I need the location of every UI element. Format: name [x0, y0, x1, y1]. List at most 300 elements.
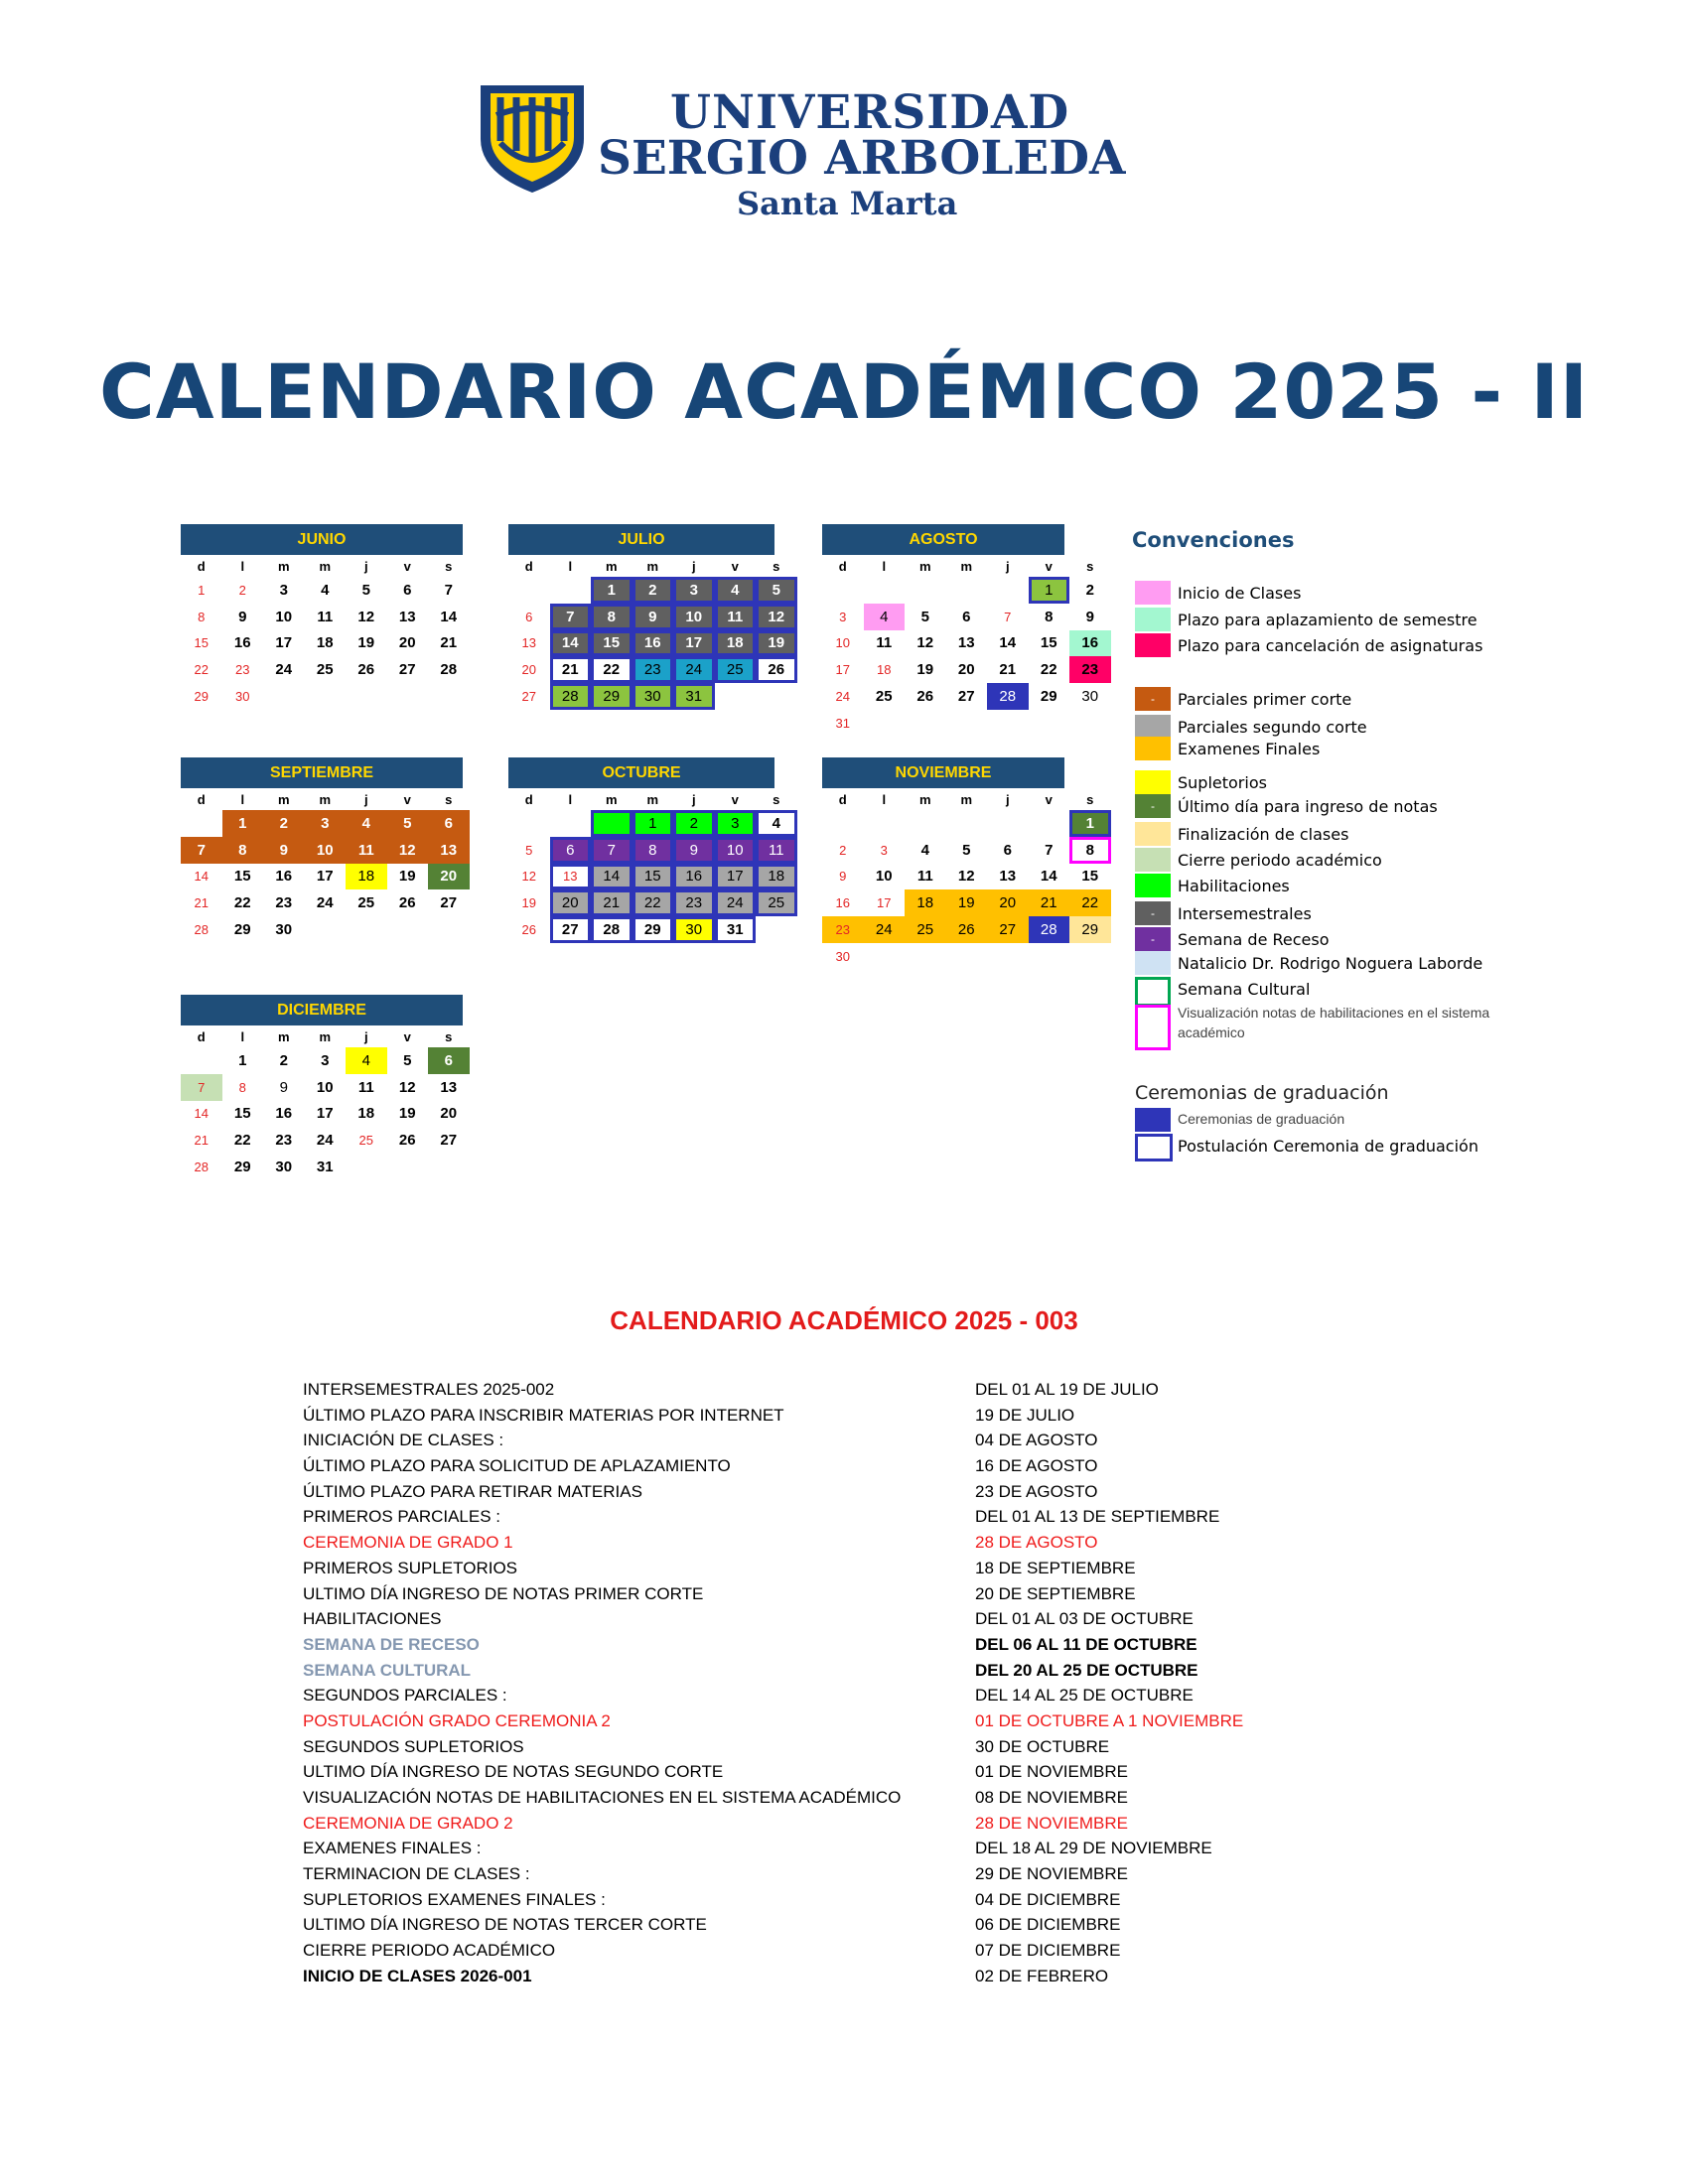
day-cell: 24 — [673, 656, 715, 683]
day-cell: 7 — [181, 837, 222, 864]
day-cell: 25 — [715, 656, 757, 683]
day-cell: 29 — [194, 689, 209, 705]
day-cell: 23 — [275, 894, 293, 912]
day-cell: 1 — [198, 582, 206, 598]
day-cell: 18 — [346, 864, 387, 890]
legend-label: Parciales primer corte — [1178, 690, 1352, 709]
day-cell: 5 — [962, 841, 971, 859]
day-cell: 29 — [1069, 916, 1111, 943]
weekday-header: v — [731, 558, 739, 574]
day-cell: 7 — [1045, 841, 1054, 859]
event-name: TERMINACION DE CLASES : — [303, 1864, 530, 1884]
weekday-header: m — [605, 558, 618, 574]
legend-label: Parciales segundo corte — [1178, 718, 1367, 737]
event-row — [303, 1584, 1395, 1610]
day-cell: 14 — [440, 608, 458, 625]
day-cell — [508, 810, 550, 837]
day-cell: 13 — [957, 634, 975, 652]
legend-swatch: - — [1135, 901, 1171, 925]
event-name: INTERSEMESTRALES 2025-002 — [303, 1380, 555, 1399]
day-cell: 15 — [233, 1105, 251, 1123]
legend-title: Convenciones — [1132, 528, 1295, 552]
day-cell: 5 — [361, 581, 370, 599]
day-cell: 5 — [387, 810, 429, 837]
month-days-table — [181, 1025, 470, 1180]
event-row — [303, 1431, 1395, 1456]
weekday-header: v — [1045, 791, 1053, 807]
day-cell: 14 — [550, 630, 592, 657]
day-cell: 2 — [633, 577, 674, 604]
day-cell: 10 — [316, 1078, 334, 1096]
day-cell: 21 — [194, 895, 209, 911]
month-header: SEPTIEMBRE — [181, 757, 463, 788]
day-cell: 4 — [920, 841, 929, 859]
event-name: SEGUNDOS SUPLETORIOS — [303, 1736, 524, 1756]
day-cell: 29 — [633, 916, 674, 943]
weekday-header: d — [197, 558, 206, 574]
event-row — [303, 1864, 1395, 1890]
legend-label: Supletorios — [1178, 773, 1267, 792]
day-cell: 12 — [916, 634, 934, 652]
day-cell — [428, 916, 470, 943]
day-cell: 18 — [877, 662, 892, 678]
day-cell: 9 — [633, 604, 674, 630]
weekday-header: l — [882, 558, 887, 574]
day-cell: 23 — [822, 916, 864, 943]
day-cell: 15 — [233, 868, 251, 886]
day-cell: 9 — [673, 837, 715, 864]
day-cell: 8 — [1069, 837, 1111, 864]
day-cell: 7 — [1004, 609, 1012, 624]
legend-swatch — [1135, 1108, 1171, 1132]
day-cell: 9 — [1085, 608, 1094, 625]
day-cell: 30 — [275, 921, 293, 939]
day-cell: 15 — [1081, 868, 1099, 886]
day-cell: 22 — [1040, 661, 1057, 679]
day-cell: 16 — [633, 630, 674, 657]
day-cell: 4 — [321, 581, 330, 599]
event-name: EXAMENES FINALES : — [303, 1839, 482, 1858]
day-cell — [905, 943, 946, 970]
day-cell — [1029, 810, 1070, 837]
weekday-header: v — [403, 558, 411, 574]
day-cell: 21 — [1029, 889, 1070, 916]
month-days-table — [181, 555, 470, 710]
legend-label: Inicio de Clases — [1178, 584, 1302, 603]
day-cell: 3 — [839, 609, 847, 624]
event-date: 18 DE SEPTIEMBRE — [975, 1558, 1136, 1577]
events-list — [303, 1380, 1395, 1992]
day-cell: 28 — [194, 922, 209, 938]
day-cell: 11 — [346, 837, 387, 864]
day-cell: 3 — [673, 577, 715, 604]
legend-swatch — [1135, 770, 1171, 794]
weekday-header: j — [1005, 558, 1010, 574]
day-cell: 1 — [1069, 810, 1111, 837]
weekday-header: s — [773, 791, 780, 807]
day-cell — [387, 1154, 429, 1180]
day-cell: 7 — [181, 1074, 222, 1101]
day-cell: 25 — [875, 688, 893, 706]
day-cell: 16 — [1069, 630, 1111, 657]
day-cell: 2 — [279, 1051, 288, 1069]
day-cell — [591, 810, 633, 837]
day-cell: 13 — [521, 635, 536, 651]
day-cell — [346, 683, 387, 710]
day-cell: 27 — [957, 688, 975, 706]
day-cell: 5 — [403, 1051, 412, 1069]
month-header: JUNIO — [181, 524, 463, 555]
day-cell: 18 — [316, 634, 334, 652]
day-cell: 10 — [835, 635, 850, 651]
day-cell: 28 — [550, 683, 592, 710]
day-cell: 18 — [715, 630, 757, 657]
day-cell: 23 — [1069, 656, 1111, 683]
month-days-table — [822, 788, 1111, 970]
day-cell: 15 — [633, 864, 674, 890]
day-cell: 28 — [1029, 916, 1070, 943]
day-cell: 7 — [444, 581, 453, 599]
day-cell: 11 — [357, 1078, 374, 1096]
day-cell: 5 — [920, 608, 929, 625]
day-cell — [1069, 943, 1111, 970]
day-cell: 27 — [398, 661, 416, 679]
day-cell: 9 — [263, 837, 305, 864]
day-cell: 17 — [275, 634, 293, 652]
day-cell: 19 — [916, 661, 934, 679]
day-cell: 20 — [987, 889, 1029, 916]
day-cell: 2 — [238, 582, 246, 598]
month-days-table — [508, 555, 797, 710]
ceremonias-title: Ceremonias de graduación — [1135, 1082, 1389, 1104]
day-cell: 19 — [398, 868, 416, 886]
event-date: 28 DE NOVIEMBRE — [975, 1813, 1128, 1833]
weekday-header: s — [445, 558, 453, 574]
day-cell: 25 — [756, 889, 797, 916]
logo-line-1: UNIVERSIDAD — [670, 85, 1070, 140]
day-cell: 13 — [550, 864, 592, 890]
day-cell: 18 — [756, 864, 797, 890]
day-cell: 24 — [316, 1132, 334, 1150]
day-cell: 5 — [756, 577, 797, 604]
day-cell — [550, 810, 592, 837]
legend-swatch — [1135, 581, 1171, 605]
day-cell: 18 — [357, 1105, 375, 1123]
day-cell: 13 — [428, 837, 470, 864]
day-cell: 30 — [1081, 688, 1099, 706]
day-cell: 24 — [316, 894, 334, 912]
day-cell: 10 — [275, 608, 293, 625]
day-cell: 11 — [916, 868, 933, 886]
day-cell: 22 — [233, 1132, 251, 1150]
event-date: 06 DE DICIEMBRE — [975, 1915, 1121, 1935]
day-cell: 17 — [835, 662, 850, 678]
event-name: PRIMEROS SUPLETORIOS — [303, 1558, 518, 1577]
day-cell: 29 — [233, 1159, 251, 1176]
day-cell: 29 — [591, 683, 633, 710]
weekday-header: m — [277, 1028, 290, 1044]
day-cell: 5 — [525, 842, 533, 858]
month-days-table — [822, 555, 1111, 737]
day-cell — [946, 810, 988, 837]
day-cell: 3 — [880, 842, 888, 858]
day-cell: 26 — [398, 1132, 416, 1150]
event-date: 04 DE DICIEMBRE — [975, 1889, 1121, 1909]
weekday-header: d — [197, 791, 206, 807]
day-cell: 1 — [633, 810, 674, 837]
event-name: CEREMONIA DE GRADO 2 — [303, 1813, 513, 1833]
legend-swatch — [1135, 608, 1171, 631]
day-cell: 26 — [398, 894, 416, 912]
day-cell: 4 — [346, 810, 387, 837]
weekday-header: m — [646, 558, 659, 574]
weekday-header: m — [319, 1028, 332, 1044]
day-cell: 12 — [357, 608, 375, 625]
weekday-header: m — [646, 791, 659, 807]
weekday-header: j — [691, 558, 696, 574]
event-date: 30 DE OCTUBRE — [975, 1736, 1110, 1756]
event-date: DEL 14 AL 25 DE OCTUBRE — [975, 1686, 1194, 1706]
day-cell: 14 — [1040, 868, 1057, 886]
day-cell: 31 — [673, 683, 715, 710]
day-cell: 4 — [864, 604, 906, 630]
day-cell: 20 — [550, 889, 592, 916]
day-cell: 28 — [440, 661, 458, 679]
month-header: NOVIEMBRE — [822, 757, 1064, 788]
day-cell: 2 — [839, 842, 847, 858]
legend-swatch: - — [1135, 927, 1171, 951]
day-cell: 19 — [756, 630, 797, 657]
day-cell: 28 — [194, 1160, 209, 1175]
day-cell: 26 — [756, 656, 797, 683]
day-cell: 27 — [550, 916, 592, 943]
event-date: DEL 18 AL 29 DE NOVIEMBRE — [975, 1839, 1212, 1858]
day-cell: 4 — [715, 577, 757, 604]
weekday-header: s — [445, 1028, 453, 1044]
day-cell: 30 — [633, 683, 674, 710]
day-cell: 8 — [238, 1079, 246, 1095]
shield-icon — [477, 81, 588, 195]
day-cell: 11 — [756, 837, 797, 864]
event-date: DEL 01 AL 19 DE JULIO — [975, 1380, 1159, 1399]
event-name: POSTULACIÓN GRADO CEREMONIA 2 — [303, 1710, 611, 1730]
day-cell: 22 — [1069, 889, 1111, 916]
event-name: ULTIMO DÍA INGRESO DE NOTAS PRIMER CORTE — [303, 1583, 704, 1603]
legend-swatch — [1135, 874, 1171, 897]
day-cell: 12 — [398, 1078, 416, 1096]
event-date: 19 DE JULIO — [975, 1405, 1075, 1425]
day-cell: 6 — [1003, 841, 1012, 859]
day-cell — [946, 943, 988, 970]
day-cell: 13 — [999, 868, 1017, 886]
day-cell: 31 — [715, 916, 757, 943]
day-cell — [550, 577, 592, 604]
day-cell — [864, 810, 906, 837]
day-cell: 17 — [316, 1105, 334, 1123]
weekday-header: j — [363, 558, 368, 574]
legend-swatch — [1135, 633, 1171, 657]
weekday-header: d — [838, 558, 847, 574]
event-name: PRIMEROS PARCIALES : — [303, 1507, 501, 1527]
weekday-header: m — [605, 791, 618, 807]
day-cell: 25 — [358, 1133, 373, 1149]
event-date: 07 DE DICIEMBRE — [975, 1941, 1121, 1961]
event-date: 01 DE OCTUBRE A 1 NOVIEMBRE — [975, 1710, 1244, 1730]
day-cell: 25 — [357, 894, 375, 912]
month-header: DICIEMBRE — [181, 995, 463, 1025]
weekday-header: m — [319, 558, 332, 574]
day-cell: 12 — [387, 837, 429, 864]
day-cell: 24 — [864, 916, 906, 943]
event-row — [303, 1406, 1395, 1432]
weekday-header: v — [1045, 558, 1053, 574]
event-row — [303, 1941, 1395, 1967]
day-cell: 26 — [916, 688, 934, 706]
day-cell: 9 — [238, 608, 247, 625]
event-row — [303, 1609, 1395, 1635]
day-cell: 10 — [875, 868, 893, 886]
day-cell: 13 — [440, 1078, 458, 1096]
weekday-header: m — [918, 791, 931, 807]
event-row — [303, 1711, 1395, 1737]
day-cell — [756, 683, 797, 710]
weekday-header: v — [403, 1028, 411, 1044]
event-name: ÚLTIMO PLAZO PARA INSCRIBIR MATERIAS POR INTERNET — [303, 1405, 784, 1425]
event-name: HABILITACIONES — [303, 1609, 442, 1629]
legend-label: Intersemestrales — [1178, 904, 1312, 923]
day-cell — [864, 710, 906, 737]
event-date: 28 DE AGOSTO — [975, 1533, 1098, 1553]
logo-line-2: SERGIO ARBOLEDA — [598, 131, 1126, 186]
event-date: DEL 01 AL 03 DE OCTUBRE — [975, 1609, 1194, 1629]
weekday-header: j — [363, 791, 368, 807]
day-cell: 8 — [633, 837, 674, 864]
day-cell: 3 — [715, 810, 757, 837]
weekday-header: l — [240, 1028, 245, 1044]
day-cell: 20 — [521, 662, 536, 678]
page-title: CALENDARIO ACADÉMICO 2025 - II — [98, 347, 1589, 436]
day-cell: 21 — [550, 656, 592, 683]
day-cell — [387, 916, 429, 943]
weekday-header: s — [773, 558, 780, 574]
day-cell: 10 — [673, 604, 715, 630]
day-cell — [822, 577, 864, 604]
day-cell: 6 — [428, 810, 470, 837]
legend-swatch — [1135, 848, 1171, 872]
legend-swatch — [1135, 737, 1171, 760]
day-cell: 16 — [275, 1105, 293, 1123]
event-name: SEMANA DE RECESO — [303, 1634, 480, 1654]
day-cell: 11 — [317, 608, 334, 625]
weekday-header: d — [197, 1028, 206, 1044]
legend-label: Plazo para aplazamiento de semestre — [1178, 611, 1477, 629]
day-cell: 6 — [962, 608, 971, 625]
day-cell: 6 — [428, 1047, 470, 1074]
day-cell — [905, 710, 946, 737]
day-cell: 14 — [194, 869, 209, 885]
event-row — [303, 1482, 1395, 1508]
event-name: SEGUNDOS PARCIALES : — [303, 1686, 507, 1706]
day-cell: 20 — [428, 864, 470, 890]
event-row — [303, 1839, 1395, 1864]
event-date: DEL 06 AL 11 DE OCTUBRE — [975, 1634, 1197, 1654]
event-name: ÚLTIMO PLAZO PARA SOLICITUD DE APLAZAMIENTO — [303, 1456, 731, 1476]
day-cell: 6 — [550, 837, 592, 864]
day-cell — [987, 710, 1029, 737]
event-name: ULTIMO DÍA INGRESO DE NOTAS SEGUNDO CORTE — [303, 1762, 724, 1782]
event-date: 29 DE NOVIEMBRE — [975, 1864, 1128, 1884]
day-cell: 12 — [521, 869, 536, 885]
month-days-table — [508, 788, 797, 943]
legend-label: Natalicio Dr. Rodrigo Noguera Laborde — [1178, 954, 1483, 973]
day-cell: 19 — [398, 1105, 416, 1123]
legend-label: Cierre periodo académico — [1178, 851, 1382, 870]
legend-label: Visualización notas de habilitaciones en el sistema académico — [1178, 1005, 1490, 1040]
month-header: AGOSTO — [822, 524, 1064, 555]
weekday-header: l — [568, 791, 573, 807]
weekday-header: l — [240, 558, 245, 574]
day-cell — [987, 943, 1029, 970]
day-cell: 16 — [673, 864, 715, 890]
day-cell: 23 — [673, 889, 715, 916]
logo-line-3: Santa Marta — [737, 185, 958, 222]
day-cell: 19 — [357, 634, 375, 652]
day-cell: 28 — [987, 683, 1029, 710]
day-cell: 9 — [839, 869, 847, 885]
day-cell: 18 — [905, 889, 946, 916]
day-cell: 8 — [591, 604, 633, 630]
day-cell — [305, 916, 347, 943]
event-row — [303, 1915, 1395, 1941]
day-cell: 21 — [440, 634, 458, 652]
day-cell: 11 — [876, 634, 893, 652]
event-row — [303, 1635, 1395, 1661]
day-cell: 8 — [198, 609, 206, 624]
event-row — [303, 1762, 1395, 1788]
day-cell: 28 — [591, 916, 633, 943]
day-cell — [864, 577, 906, 604]
day-cell: 27 — [440, 1132, 458, 1150]
day-cell — [756, 916, 797, 943]
day-cell: 29 — [1040, 688, 1057, 706]
day-cell: 13 — [398, 608, 416, 625]
day-cell: 1 — [1029, 577, 1070, 604]
day-cell: 19 — [946, 889, 988, 916]
event-row — [303, 1890, 1395, 1916]
event-date: 01 DE NOVIEMBRE — [975, 1762, 1128, 1782]
day-cell: 1 — [222, 810, 264, 837]
day-cell: 14 — [999, 634, 1017, 652]
event-name: INICIACIÓN DE CLASES : — [303, 1431, 504, 1450]
day-cell: 14 — [194, 1106, 209, 1122]
weekday-header: d — [524, 558, 533, 574]
weekday-header: s — [1086, 558, 1094, 574]
legend-swatch — [1135, 715, 1171, 739]
month-header: JULIO — [508, 524, 774, 555]
day-cell: 17 — [316, 868, 334, 886]
list-title: CALENDARIO ACADÉMICO 2025 - 003 — [610, 1305, 1078, 1335]
event-row — [303, 1737, 1395, 1763]
day-cell: 27 — [440, 894, 458, 912]
day-cell: 12 — [957, 868, 975, 886]
day-cell: 21 — [591, 889, 633, 916]
day-cell: 10 — [715, 837, 757, 864]
day-cell — [946, 577, 988, 604]
day-cell — [263, 683, 305, 710]
weekday-header: m — [277, 558, 290, 574]
day-cell: 15 — [591, 630, 633, 657]
day-cell: 17 — [673, 630, 715, 657]
